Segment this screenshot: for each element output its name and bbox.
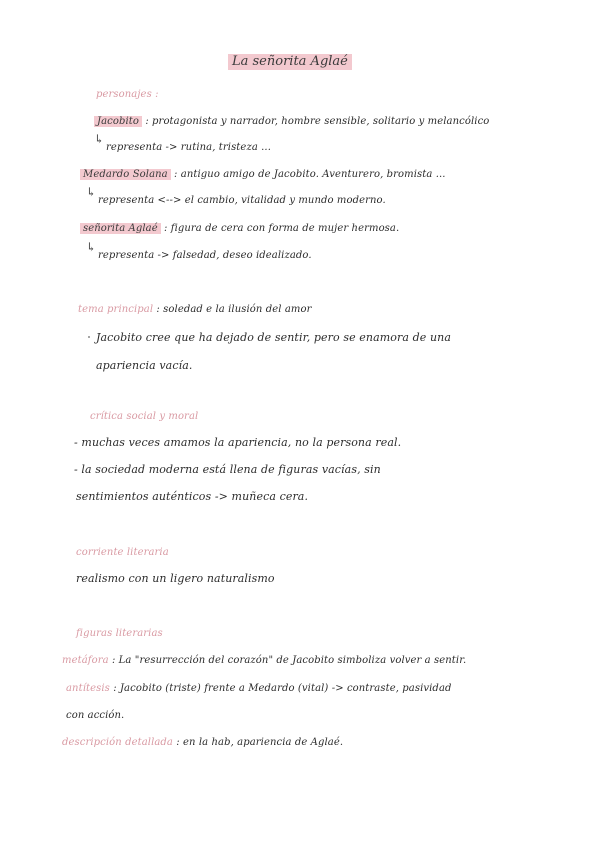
critica-text-3: sentimientos auténticos -> muñeca cera. bbox=[76, 490, 309, 503]
jacobito-line bbox=[94, 115, 489, 129]
medardo-name: Medardo Solana bbox=[80, 169, 171, 180]
antitesis-line bbox=[66, 682, 452, 696]
heading-critica: crítica social y moral bbox=[90, 411, 199, 422]
heading-tema: tema principal bbox=[78, 304, 154, 315]
aglae-desc: : figura de cera con forma de mujer hermosa. bbox=[164, 223, 400, 234]
tema-line bbox=[78, 303, 311, 317]
medardo-desc: : antiguo amigo de Jacobito. Aventurero, bromista ... bbox=[174, 169, 446, 180]
page-title: La señorita Aglaé bbox=[228, 54, 352, 70]
corriente-text-1: realismo con un ligero naturalismo bbox=[76, 572, 275, 585]
heading-figuras: figuras literarias bbox=[76, 628, 163, 639]
aglae-name: señorita Aglaé bbox=[80, 223, 161, 234]
critica-text-2: - la sociedad moderna está llena de figuras vacías, sin bbox=[74, 463, 381, 476]
critica-text-1: - muchas veces amamos la apariencia, no la persona real. bbox=[74, 436, 402, 449]
jacobito-represents: representa -> rutina, tristeza ... bbox=[106, 142, 271, 153]
tema-desc: : soledad e la ilusión del amor bbox=[156, 304, 312, 315]
curved-arrow-icon: ↳ bbox=[86, 240, 97, 254]
antitesis-continuation: con acción. bbox=[66, 710, 125, 721]
bullet-dot-icon bbox=[88, 336, 90, 338]
antitesis-label: antítesis bbox=[66, 683, 110, 694]
curved-arrow-icon: ↳ bbox=[86, 185, 97, 199]
metafora-line bbox=[62, 654, 466, 668]
heading-personajes: personajes : bbox=[96, 89, 159, 100]
aglae-line bbox=[80, 222, 399, 236]
metafora-text: : La "resurrección del corazón" de Jacobito simboliza volver a sentir. bbox=[111, 655, 467, 666]
tema-text-1: Jacobito cree que ha dejado de sentir, pero se enamora de una bbox=[96, 331, 451, 344]
descripcion-label: descripción detallada bbox=[62, 737, 173, 748]
descripcion-line bbox=[62, 736, 343, 750]
tema-text-2: apariencia vacía. bbox=[96, 359, 193, 372]
medardo-represents: representa <--> el cambio, vitalidad y mundo moderno. bbox=[98, 195, 386, 206]
medardo-line bbox=[80, 168, 446, 182]
heading-corriente: corriente literaria bbox=[76, 547, 169, 558]
metafora-label: metáfora bbox=[62, 655, 109, 666]
curved-arrow-icon: ↳ bbox=[94, 132, 105, 146]
aglae-represents: representa -> falsedad, deseo idealizado. bbox=[98, 250, 312, 261]
antitesis-text: : Jacobito (triste) frente a Medardo (vital) -> contraste, pasividad bbox=[113, 683, 452, 694]
descripcion-text: : en la hab, apariencia de Aglaé. bbox=[176, 737, 344, 748]
jacobito-name: Jacobito bbox=[94, 116, 142, 127]
jacobito-desc: : protagonista y narrador, hombre sensible, solitario y melancólico bbox=[145, 116, 490, 127]
